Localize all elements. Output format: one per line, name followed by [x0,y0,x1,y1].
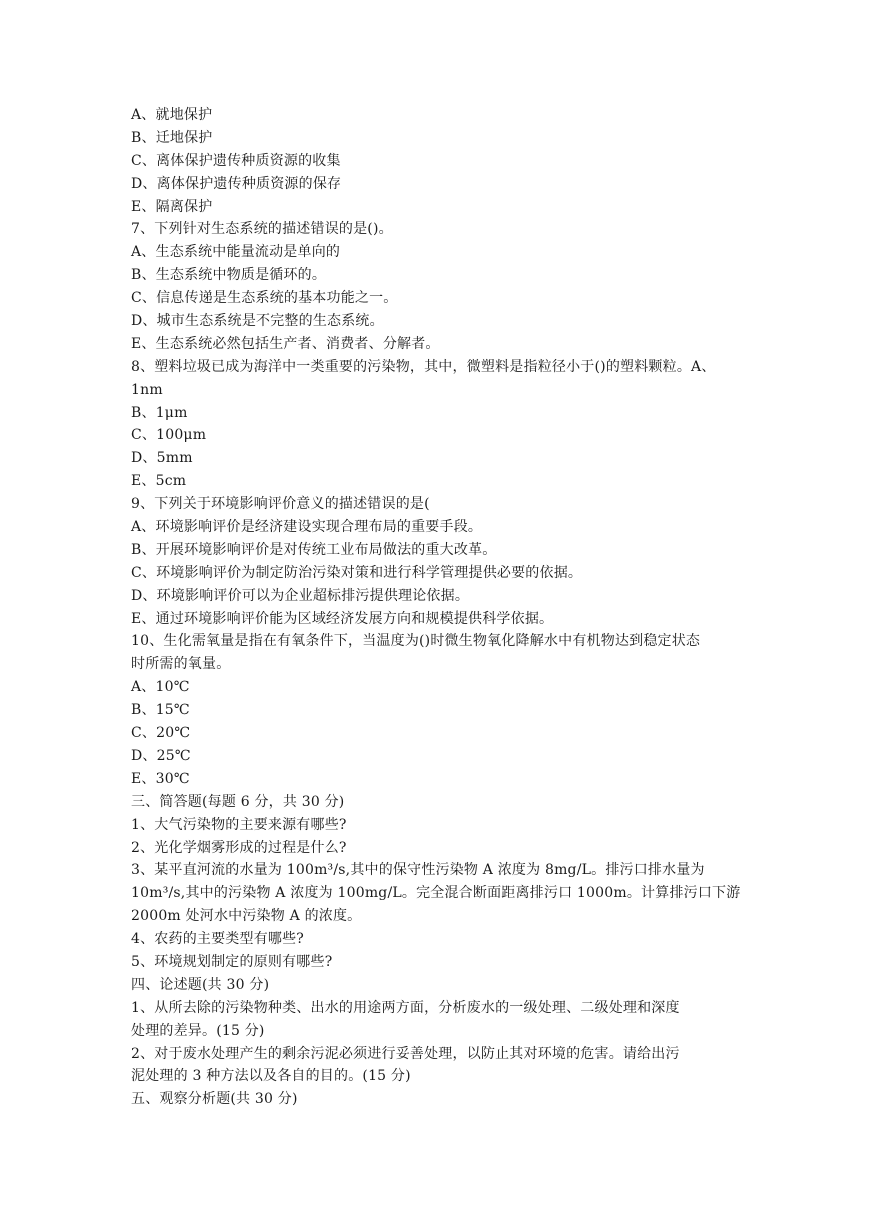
essay-1: 1、从所去除的污染物种类、出水的用途两方面，分析废水的一级处理、二级处理和深度 [131,999,680,1016]
question-10: 10、生化需氧量是指在有氧条件下，当温度为()时微生物氧化降解水中有机物达到稳定状态 [131,633,701,650]
section-4-heading: 四、论述题(共 30 分) [131,976,270,993]
q7-option-e: E、生态系统必然包括生产者、消费者、分解者。 [131,335,440,352]
q9-option-b: B、开展环境影响评价是对传统工业布局做法的重大改革。 [131,541,497,558]
option-d-germplasm-storage: D、离体保护遗传种质资源的保存 [131,175,342,192]
short-answer-4: 4、农药的主要类型有哪些? [131,931,305,948]
short-answer-3-cont2: 2000m 处河水中污染物 A 的浓度。 [131,908,362,925]
option-e-isolation: E、隔离保护 [131,198,213,215]
q9-option-e: E、通过环境影响评价能为区域经济发展方向和规模提供科学依据。 [131,610,554,627]
q10-option-d: D、25℃ [131,747,191,764]
q10-option-c: C、20℃ [131,725,191,742]
option-a-in-situ: A、就地保护 [131,107,213,123]
option-c-germplasm-collection: C、离体保护遗传种质资源的收集 [131,152,341,169]
q10-option-a: A、10℃ [131,679,190,696]
essay-1-cont: 处理的差异。(15 分) [131,1022,265,1039]
section-3-heading: 三、简答题(每题 6 分，共 30 分) [131,793,345,810]
short-answer-2: 2、光化学烟雾形成的过程是什么? [131,839,347,856]
question-9: 9、下列关于环境影响评价意义的描述错误的是( [131,496,430,513]
q8-option-a-value: 1nm [131,381,163,398]
q8-option-e: E、5cm [131,473,187,490]
q9-option-a: A、环境影响评价是经济建设实现合理布局的重要手段。 [131,519,483,536]
option-b-ex-situ: B、迁地保护 [131,129,213,146]
essay-2-cont: 泥处理的 3 种方法以及各自的目的。(15 分) [131,1068,411,1085]
short-answer-3: 3、某平直河流的水量为 100m³/s,其中的保守性污染物 A 浓度为 8mg/L。排污口排水量为 [131,862,705,879]
q8-option-d: D、5mm [131,450,193,467]
question-8: 8、塑料垃圾已成为海洋中一类重要的污染物，其中，微塑料是指粒径小于()的塑料颗粒。A、 [131,358,716,375]
q7-option-a: A、生态系统中能量流动是单向的 [131,244,341,261]
short-answer-3-cont: 10m³/s,其中的污染物 A 浓度为 100mg/L。完全混合断面距离排污口 1000m。计算排污口下游 [131,885,741,902]
essay-2: 2、对于废水处理产生的剩余污泥必须进行妥善处理，以防止其对环境的危害。请给出污 [131,1045,680,1062]
section-5-heading: 五、观察分析题(共 30 分) [131,1091,298,1108]
q10-option-b: B、15℃ [131,702,190,719]
q10-option-e: E、30℃ [131,770,190,787]
q9-option-c: C、环境影响评价为制定防治污染对策和进行科学管理提供必要的依据。 [131,564,583,581]
short-answer-1: 1、大气污染物的主要来源有哪些? [131,816,347,833]
short-answer-5: 5、环境规划制定的原则有哪些? [131,953,333,970]
q9-option-d: D、环境影响评价可以为企业超标排污提供理论依据。 [131,587,470,604]
document-page [131,104,751,1111]
question-10-cont: 时所需的氧量。 [131,656,231,673]
q8-option-b: B、1μm [131,404,188,421]
q8-option-c: C、100μm [131,427,207,444]
question-7: 7、下列针对生态系统的描述错误的是()。 [131,221,393,238]
q7-option-b: B、生态系统中物质是循环的。 [131,267,327,284]
q7-option-d: D、城市生态系统是不完整的生态系统。 [131,313,384,330]
q7-option-c: C、信息传递是生态系统的基本功能之一。 [131,290,398,307]
